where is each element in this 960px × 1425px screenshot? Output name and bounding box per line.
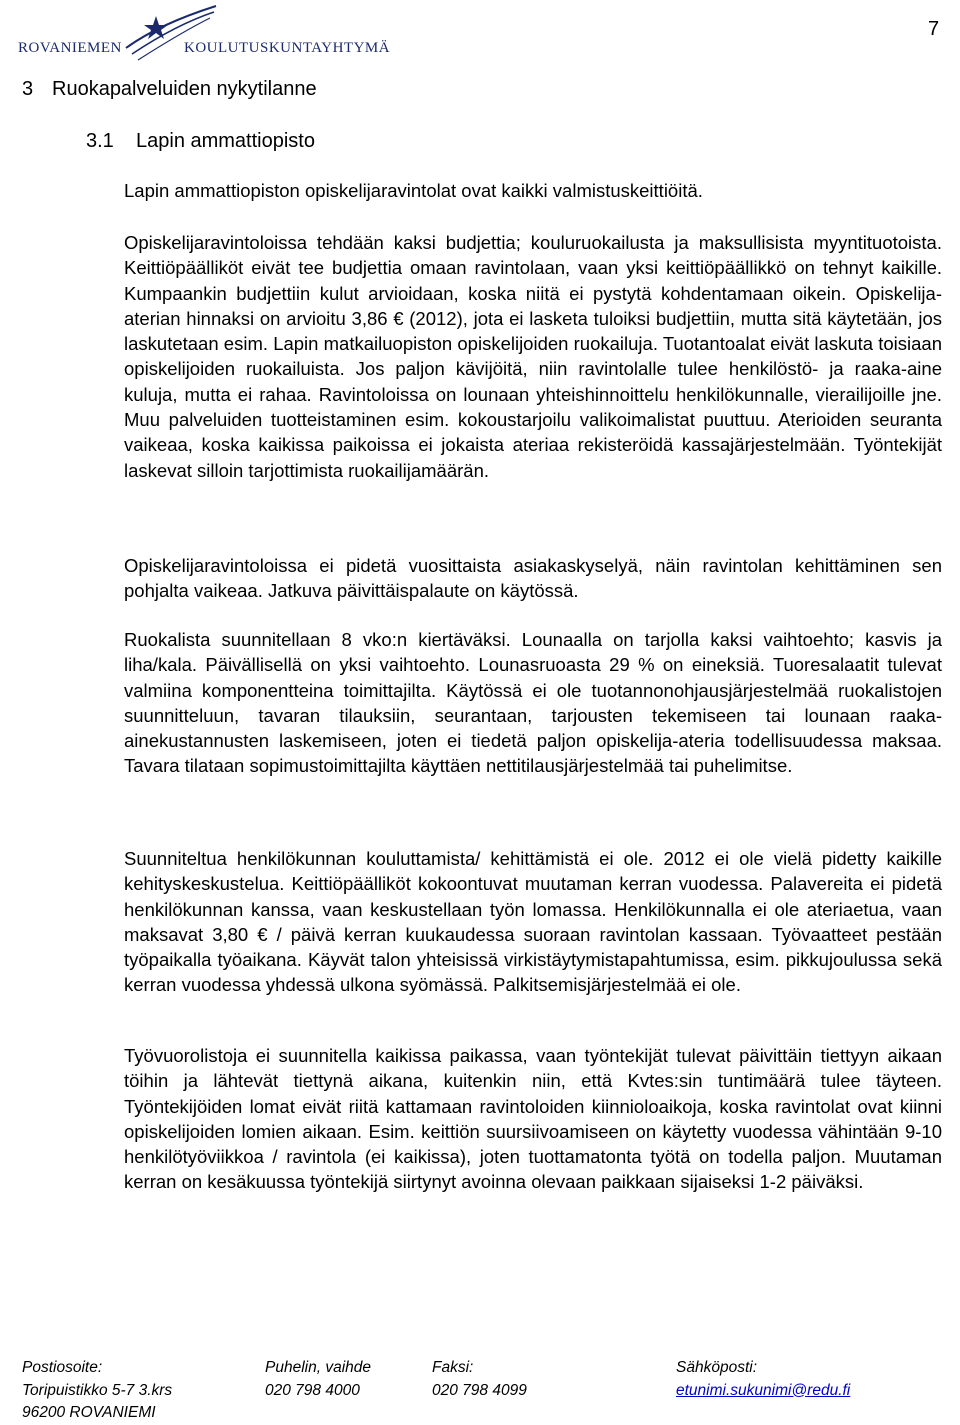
paragraph-3: Opiskelijaravintoloissa ei pidetä vuosittaista asiakaskyselyä, näin ravintolan kehittäminen sen pohjalta vaikeaa. Jatkuva päivittäispalaute on käytössä. [124,555,942,602]
footer-phone [265,1357,371,1402]
subsection-title: Lapin ammattiopisto [136,130,315,152]
fax-value: 020 798 4099 [432,1381,527,1399]
paragraph-1: Lapin ammattiopiston opiskelijaravintolat ovat kaikki valmistuskeittiöitä. [124,180,703,201]
postal-label: Postiosoite: [22,1359,103,1376]
logo-text-right: KOULUTUSKUNTAYHTYMÄ [184,40,391,56]
email-link[interactable]: etunimi.sukunimi@redu.fi [676,1381,851,1399]
email-label: Sähköposti: [676,1359,757,1376]
footer-email [676,1357,850,1402]
logo-text-left: ROVANIEMEN [18,40,122,56]
postal-city: 96200 ROVANIEMI [22,1404,156,1421]
subsection-heading [86,130,315,153]
postal-street: Toripuistikko 5-7 3.krs [22,1381,173,1399]
organization-logo [8,4,391,66]
phone-value: 020 798 4000 [265,1381,360,1399]
page-number: 7 [928,18,940,40]
fax-label: Faksi: [432,1359,474,1376]
footer-postal [22,1357,172,1425]
section-number: 3 [22,78,34,100]
subsection-number: 3.1 [86,130,114,152]
phone-label: Puhelin, vaihde [265,1359,371,1376]
footer-fax [432,1357,527,1402]
paragraph-6: Työvuorolistoja ei suunnitella kaikissa paikassa, vaan työntekijät tulevat päivittäin tiettyyn aikaan töihin ja lähtevät tiettynä aikana, kuitenkin niin, että Kvtes:sin tuntimäärä tulee täyteen. Työntekijöiden lomat eivät riitä kattamaan ravintoloiden kiinnioloaikoja, koska ravintolat ovat kiinni opiskelijoiden lomien aikaan. Esim. keittiön suursiivoamiseen on käytetty vuodessa vähintään 9-10 henkilötyöviikkoa / ravintola (ei kaikissa), joten tuottamatonta työtä on todella paljon. Muutaman kerran on kesäkuussa työntekijä siirtynyt avoinna olevaan paikkaan sijaiseksi 1-2 päiväksi. [124,1045,942,1193]
paragraph-5: Suunniteltua henkilökunnan kouluttamista/ kehittämistä ei ole. 2012 ei ole vielä pidetty kaikille kehityskeskustelua. Keittiöpäälliköt kokoontuvat muutaman kerran vuodessa. Palavereita ei pidetä henkilökunnan kanssa, vaan keskustellaan työn lomassa. Henkilökunnalla ei ole ateriaetua, vaan maksavat 3,80 € / päivä kerran kuukaudessa suoraan ravintolan kassaan. Työvaatteet pestään työpaikalla työaikana. Käyvät talon yhteisissä virkistäytymistapahtumissa, esim. pikkujoulussa sekä kerran vuodessa yhdessä ulkona syömässä. Palkitsemisjärjestelmää ei ole. [124,848,942,996]
paragraph-2: Opiskelijaravintoloissa tehdään kaksi budjettia; kouluruokailusta ja maksullisista myyntituotoista. Keittiöpäälliköt eivät tee budjettia omaan ravintolaan, vaan yksi keittiöpäällikkö on tehnyt kaikille. Kumpaankin budjettiin kulut arvioidaan, koska niitä ei pystytä kohdentamaan oikein. Opiskelija-aterian hinnaksi on arvioitu 3,86 € (2012), jota ei lasketa tuloiksi budjettiin, mutta sitä käytetään, jos laskutetaan esim. Lapin matkailuopiston opiskelijoiden ruokailuja. Tuotantoalat eivät laskuta toisiaan opiskelijoiden ruokailuista. Jos paljon kävijöitä, niin ravintolalle tulee henkilöstö- ja raaka-aine kuluja, mutta ei rahaa. Ravintoloissa on lounaan yhteishinnoittelu henkilökunnalle, vierailijoille jne. Muu palveluiden tuotteistaminen esim. kokoustarjoilu valikoimalistat puuttuu. Aterioiden seuranta vaikeaa, koska kaikissa paikoissa ei jokaista ateriaa rekisteröidä kassajärjestelmään. Työntekijät laskevat silloin tarjottimista ruokailijamäärän. [124,232,942,481]
section-title: Ruokapalveluiden nykytilanne [52,78,317,100]
paragraph-4: Ruokalista suunnitellaan 8 vko:n kiertäväksi. Lounaalla on tarjolla kaksi vaihtoehto; kasvis ja liha/kala. Päivällisellä on yksi vaihtoehto. Lounasruoasta 29 % on eineksiä. Tuoresalaatit tulevat valmiina komponentteina toimittajilta. Käytössä ei ole tuotannonohjausjärjestelmää ruokalistojen suunnitteluun, tavaran tilauksiin, seurantaan, tarjousten tekemiseen tai lounaan raaka-ainekustannusten laskemiseen, joten ei tiedetä paljon opiskelija-ateria todellisuudessa maksaa. Tavara tilataan sopimustoimittajilta käyttäen nettitilausjärjestelmää tai puhelimitse. [124,629,942,777]
section-heading [22,78,317,101]
